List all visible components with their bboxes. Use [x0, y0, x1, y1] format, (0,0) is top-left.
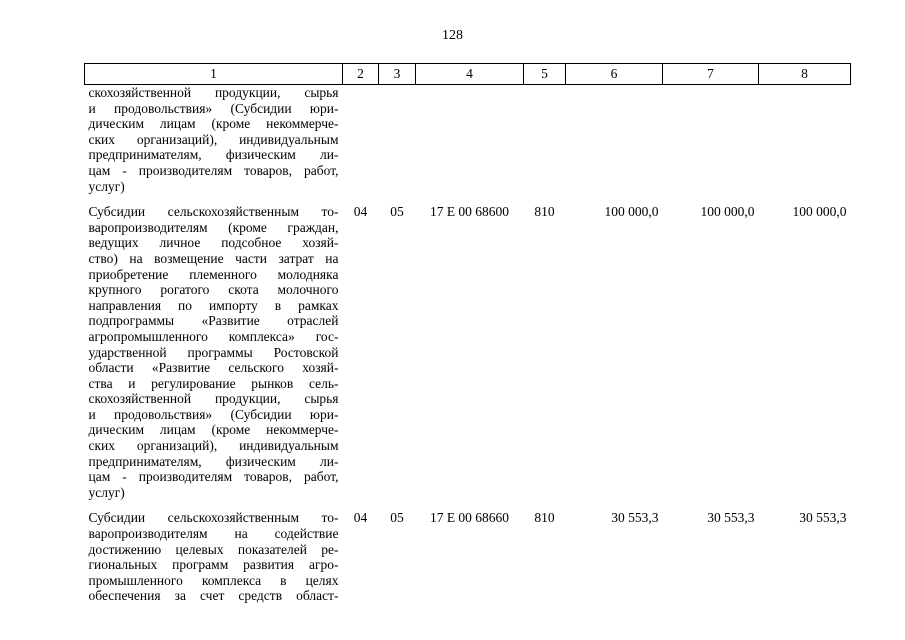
column-header-7: 7: [663, 64, 759, 85]
description-line: ударственной программы Ростовской: [88, 344, 339, 360]
row-description: [85, 85, 343, 195]
subsection-code: 05: [390, 510, 404, 526]
description-line: дическим лицам (кроме некоммерче-: [88, 422, 339, 438]
description-line: Субсидии сельскохозяйственным то-: [88, 510, 339, 526]
description-line: приобретение племенного молодняка: [88, 266, 339, 282]
description-line: услуг): [88, 484, 125, 500]
description-line: крупного рогатого скота молочного: [88, 282, 339, 298]
amount-col-8: 30 553,3: [799, 510, 847, 526]
description-line: ство) на возмещение части затрат на: [88, 250, 339, 266]
description-line: области «Развитие сельского хозяй-: [88, 360, 339, 376]
page-number: 128: [442, 28, 463, 43]
budget-table: [84, 63, 851, 604]
description-line: ских организаций), индивидуальным: [88, 438, 339, 454]
description-line: варопроизводителям (кроме граждан,: [88, 219, 339, 235]
description-line: достижению целевых показателей ре-: [88, 541, 339, 557]
description-line: гиональных программ развития агро-: [88, 557, 339, 573]
target-article-code: 17 Е 00 68600: [429, 204, 510, 220]
amount-col-6: 100 000,0: [604, 204, 659, 220]
amount-col-8: 100 000,0: [792, 204, 847, 220]
subsection-code: 05: [390, 204, 404, 220]
column-header-4: 4: [416, 64, 524, 85]
description-line: промышленного комплекса в целях: [88, 572, 339, 588]
column-header-2: 2: [343, 64, 379, 85]
description-line: ведущих личное подсобное хозяй-: [88, 235, 339, 251]
column-header-1: 1: [85, 64, 343, 85]
expense-type-code: 810: [534, 204, 555, 220]
column-header-5: 5: [524, 64, 566, 85]
description-line: и продовольствия» (Субсидии юри-: [88, 100, 339, 116]
description-line: Субсидии сельскохозяйственным то-: [88, 204, 339, 220]
amount-col-6: 30 553,3: [611, 510, 659, 526]
table-row: [85, 500, 851, 604]
table-row: [85, 194, 851, 500]
section-code: 04: [353, 204, 368, 220]
row-description: [85, 194, 343, 500]
expense-type-code: 810: [534, 510, 555, 526]
description-line: подпрограммы «Развитие отраслей: [88, 313, 339, 329]
description-line: скохозяйственной продукции, сырья: [88, 391, 339, 407]
description-line: скохозяйственной продукции, сырья: [88, 85, 339, 100]
amount-col-7: 100 000,0: [700, 204, 755, 220]
row-description: [85, 500, 343, 604]
description-line: цам - производителям товаров, работ,: [88, 162, 339, 178]
description-line: предпринимателям, физическим ли-: [88, 147, 339, 163]
table-header-row: [85, 64, 851, 85]
description-line: и продовольствия» (Субсидии юри-: [88, 406, 339, 422]
description-line: ства и регулирование рынков сель-: [88, 375, 339, 391]
description-line: дическим лицам (кроме некоммерче-: [88, 116, 339, 132]
description-line: варопроизводителям на содействие: [88, 526, 339, 542]
description-line: ских организаций), индивидуальным: [88, 131, 339, 147]
description-line: цам - производителям товаров, работ,: [88, 469, 339, 485]
column-header-8: 8: [759, 64, 851, 85]
description-line: предпринимателям, физическим ли-: [88, 453, 339, 469]
amount-col-7: 30 553,3: [707, 510, 755, 526]
section-code: 04: [353, 510, 368, 526]
column-header-6: 6: [566, 64, 663, 85]
description-line: агропромышленного комплекса» гос-: [88, 328, 339, 344]
target-article-code: 17 Е 00 68660: [429, 510, 510, 526]
table-row-continuation: [85, 85, 851, 195]
column-header-3: 3: [379, 64, 416, 85]
description-line: услуг): [88, 178, 125, 194]
description-line: направления по импорту в рамках: [88, 297, 339, 313]
description-line: обеспечения за счет средств област-: [88, 588, 339, 604]
